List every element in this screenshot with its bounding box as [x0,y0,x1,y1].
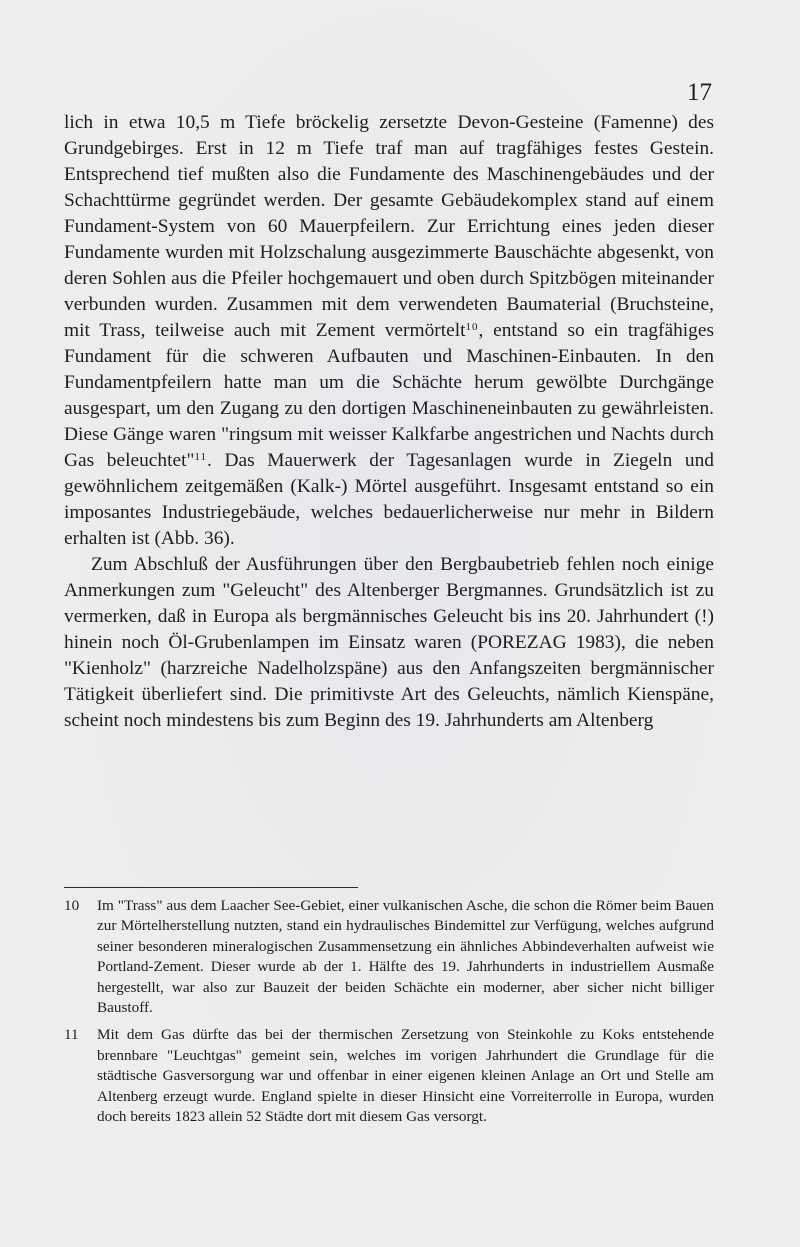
footnote-10 [64,896,714,1018]
paragraph-1 [64,110,714,552]
footnote-ref-11: 11 [194,450,207,463]
paragraph-1-part-a: lich in etwa 10,5 m Tiefe bröckelig zersetzte Devon-Gesteine (Famenne) des Grundgebirges. Erst in 12 m Tiefe traf man auf tragfähiges festes Gestein. Entsprechend tief mußten also die Fundamente des Maschinengebäudes und der Schachttürme gegründet werden. Der gesamte Gebäudekomplex stand auf einem Fundament-System von 60 Mauerpfeilern. Zur Errichtung eines jeden dieser Fundamente wurden mit Holzschalung ausgezimmerte Bauschächte abgesenkt, von deren Sohlen aus die Pfeiler hochgemauert und oben durch Spitzbögen miteinander verbunden wurden. Zusammen mit dem verwendeten Baumaterial (Bruchsteine, mit Trass, teilweise auch mit Zement vermörtelt [64,112,714,341]
main-text [64,110,714,734]
footnote-text: Mit dem Gas dürfte das bei der thermischen Zersetzung von Steinkohle zu Koks entstehende brennbare "Leuchtgas" gemeint sein, welches im vorigen Jahrhundert die Grundlage für die städtische Gasversorgung war und offenbar in einer eigenen kleinen Anlage an Ort und Stelle am Altenberg erzeugt wurde. England spielte in dieser Hinsicht eine Vorreiterrolle in Europa, wurden doch bereits 1823 allein 52 Städte dort mit diesem Gas versorgt. [97,1026,714,1126]
page-number: 17 [687,79,712,106]
footnote-text: Im "Trass" aus dem Laacher See-Gebiet, einer vulkanischen Asche, die schon die Römer beim Bauen zur Mörtelherstellung nutzten, stand ein hydraulisches Bindemittel zur Verfügung, welches aufgrund seiner besonderen mineralogischen Zusammensetzung ein ähnliches Abbindeverhalten aufweist wie Portland-Zement. Dieser wurde ab der 1. Hälfte des 19. Jahrhunderts in industriellem Ausmaße hergestellt, war also zur Bauzeit der beiden Schächte ein moderner, aber sicher nicht billiger Baustoff. [97,897,714,1017]
footnote-number: 11 [64,1026,79,1044]
footnote-number: 10 [64,897,80,914]
footnote-separator [64,887,358,888]
paragraph-1-part-c: . Das Mauerwerk der Tagesanlagen wurde in Ziegeln und gewöhnlichem zeitgemäßen (Kalk-) Mörtel ausgeführt. Insgesamt entstand so ein imposantes Industriegebäude, welches bedauerlicherweise nur mehr in Bildern erhalten ist (Abb. 36). [64,450,714,549]
paragraph-2: Zum Abschluß der Ausführungen über den Bergbaubetrieb fehlen noch einige Anmerkungen zum "Geleucht" des Altenberger Bergmannes. Grundsätzlich ist zu vermerken, daß in Europa als bergmännisches Geleucht bis ins 20. Jahrhundert (!) hinein noch Öl-Grubenlampen im Einsatz waren (POREZAG 1983), die neben "Kienholz" (harzreiche Nadelholzspäne) aus den Anfangszeiten bergmännischer Tätigkeit überliefert sind. Die primitivste Art des Geleuchts, nämlich Kienspäne, scheint noch mindestens bis zum Beginn des 19. Jahrhunderts am Altenberg [64,554,714,731]
footnote-11 [64,1025,714,1127]
footnote-ref-10: 10 [465,320,479,333]
paragraph-1-part-b: , entstand so ein tragfähiges Fundament für die schweren Aufbauten und Maschinen-Einbauten. In den Fundamentpfeilern hatte man um die Schächte herum gewölbte Durchgänge ausgespart, um den Zugang zu den dortigen Maschineneinbauten zu gewährleisten. Diese Gänge waren "ringsum mit weisser Kalkfarbe angestrichen und Nachts durch Gas beleuchtet" [64,320,715,471]
footnotes [64,896,714,1134]
